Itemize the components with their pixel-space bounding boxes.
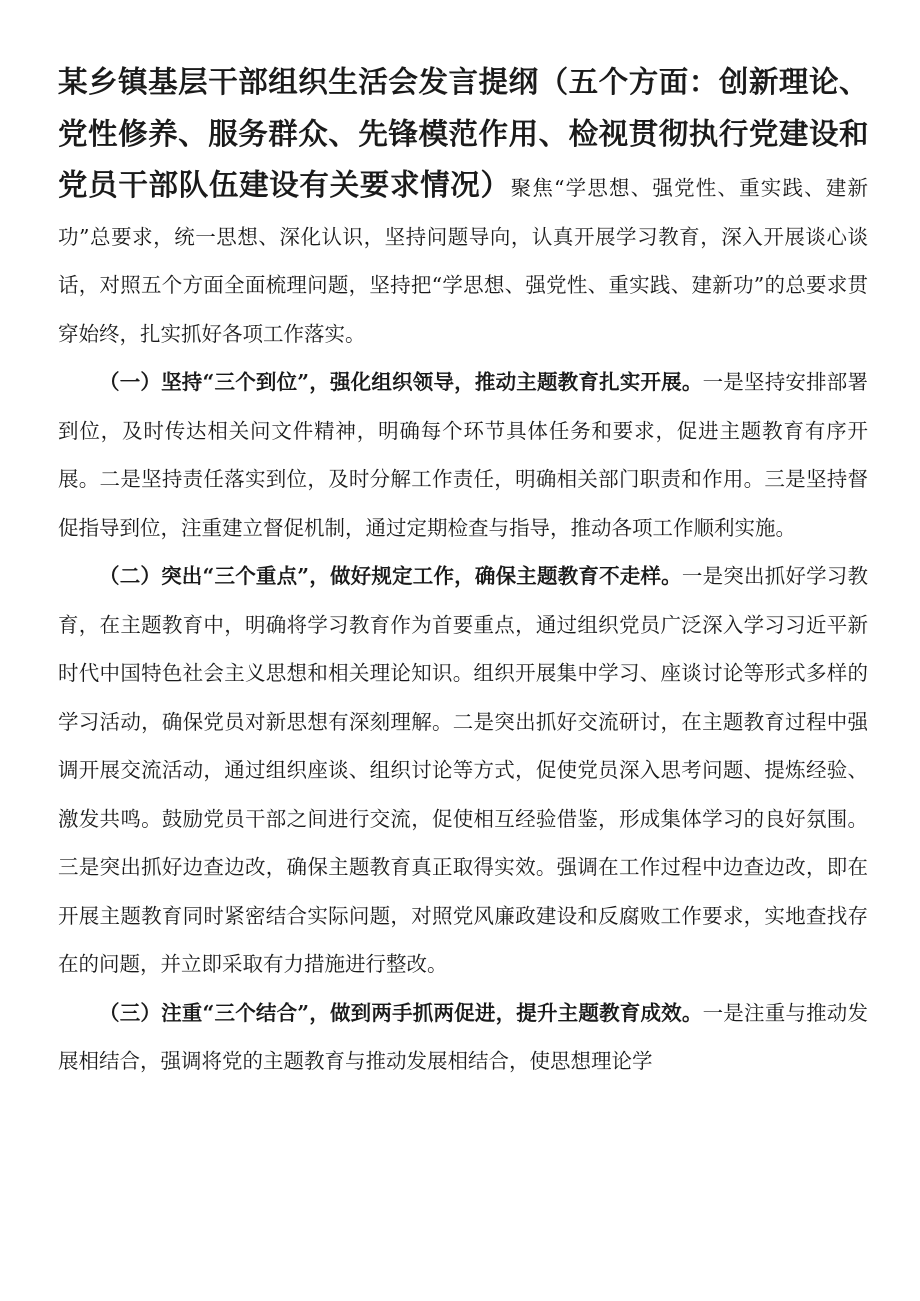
section-body-1: 一是坚持安排部署到位，及时传达相关问文件精神，明确每个环节具体任务和要求，促进主题教育有序开展。二是坚持责任落实到位，及时分解工作责任，明确相关部门职责和作用。三是坚持督促指导到位，注重建立督促机制，通过定期检查与指导，推动各项工作顺利实施。 — [58, 370, 868, 540]
section-heading-2: （二）突出“三个重点”，做好规定工作，确保主题教育不走样。 — [99, 564, 682, 588]
document-intro-paragraph — [58, 58, 868, 358]
intro-text: 聚焦“学思想、强党性、重实践、建新功”总要求，统一思想、深化认识，坚持问题导向，认真开展学习教育，深入开展谈心谈话，对照五个方面全面梳理问题，坚持把“学思想、强党性、重实践、建新功”的总要求贯穿始终，扎实抓好各项工作落实。 — [58, 176, 868, 346]
section-heading-3: （三）注重“三个结合”，做到两手抓两促进，提升主题教育成效。 — [99, 1000, 703, 1025]
section-body-3: 一是注重与推动发展相结合，强调将党的主题教育与推动发展相结合，使思想理论学 — [58, 1000, 868, 1073]
section-paragraph-2 — [58, 552, 868, 989]
document-page — [58, 58, 868, 1086]
section-paragraph-3 — [58, 989, 868, 1086]
section-paragraph-1 — [58, 358, 868, 552]
section-heading-1: （一）坚持“三个到位”，强化组织领导，推动主题教育扎实开展。 — [99, 370, 703, 394]
section-body-2: 一是突出抓好学习教育，在主题教育中，明确将学习教育作为首要重点，通过组织党员广泛深入学习习近平新时代中国特色社会主义思想和相关理论知识。组织开展集中学习、座谈讨论等形式多样的学习活动，确保党员对新思想有深刻理解。二是突出抓好交流研讨，在主题教育过程中强调开展交流活动，通过组织座谈、组织讨论等方式，促使党员深入思考问题、提炼经验、激发共鸣。鼓励党员干部之间进行交流，促使相互经验借鉴，形成集体学习的良好氛围。三是突出抓好边查边改，确保主题教育真正取得实效。强调在工作过程中边查边改，即在开展主题教育同时紧密结合实际问题，对照党风廉政建设和反腐败工作要求，实地查找存在的问题，并立即采取有力措施进行整改。 — [58, 564, 868, 976]
document-title: 某乡镇基层干部组织生活会发言提纲（五个方面：创新理论、党性修养、服务群众、先锋模范作用、检视贯彻执行党建设和党员干部队伍建设有关要求情况） — [58, 65, 868, 202]
